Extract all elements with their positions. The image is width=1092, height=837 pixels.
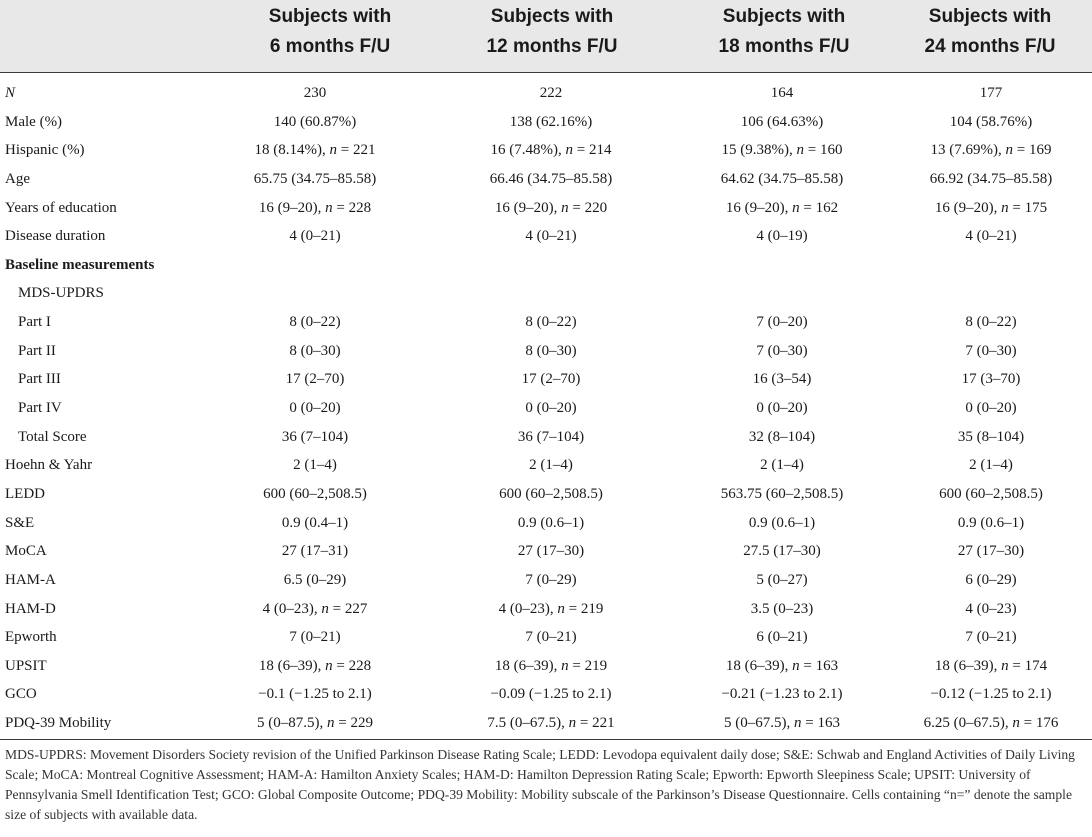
table-cell: 0 (0–20) — [756, 400, 808, 417]
row-label: HAM-D — [5, 600, 56, 617]
table-cell: 6.25 (0–67.5), n = 176 — [923, 715, 1059, 732]
table-cell: 4 (0–21) — [289, 228, 341, 245]
row-label: Part IV — [18, 400, 62, 417]
table-cell: 4 (0–19) — [756, 228, 808, 245]
table-row — [0, 308, 1092, 337]
row-label: UPSIT — [5, 657, 47, 674]
table-row — [0, 194, 1092, 223]
table-cell: 4 (0–21) — [525, 228, 577, 245]
table-cell: −0.12 (−1.25 to 2.1) — [930, 686, 1052, 703]
row-label: Baseline measurements — [5, 256, 155, 273]
table-cell: 4 (0–23), n = 219 — [498, 600, 604, 617]
header-18-months: Subjects with 18 months F/U — [718, 6, 850, 57]
table-row — [0, 79, 1092, 108]
row-label: Epworth — [5, 629, 57, 646]
table-row — [0, 652, 1092, 681]
table-cell: 600 (60–2,508.5) — [939, 485, 1043, 502]
table-cell: 64.62 (34.75–85.58) — [720, 170, 844, 187]
table-cell: 18 (6–39), n = 163 — [725, 657, 839, 674]
table-cell: 0.9 (0.4–1) — [281, 514, 349, 531]
table-cell: 0 (0–20) — [289, 400, 341, 417]
table-cell: 7.5 (0–67.5), n = 221 — [487, 715, 615, 732]
row-label: PDQ-39 Mobility — [5, 715, 112, 732]
table-row — [0, 394, 1092, 423]
row-label: MDS-UPDRS — [18, 285, 104, 302]
table-cell: 140 (60.87%) — [273, 113, 357, 130]
table-cell: 36 (7–104) — [281, 428, 349, 445]
table-cell: 0 (0–20) — [525, 400, 577, 417]
table-cell: 164 — [770, 85, 794, 101]
table-row — [0, 337, 1092, 366]
row-label: Total Score — [18, 428, 87, 445]
table-cell: 36 (7–104) — [517, 428, 585, 445]
table-cell: 7 (0–30) — [965, 342, 1017, 359]
table-cell: 0.9 (0.6–1) — [748, 514, 816, 531]
table-cell: 17 (2–70) — [285, 371, 345, 388]
table-cell: 8 (0–22) — [525, 314, 577, 331]
table-cell: 66.46 (34.75–85.58) — [489, 170, 613, 187]
table-cell: 27 (17–30) — [957, 543, 1025, 560]
table-row — [0, 165, 1092, 194]
table-cell: 0.9 (0.6–1) — [957, 514, 1025, 531]
table-cell: 65.75 (34.75–85.58) — [253, 170, 377, 187]
table-cell: 106 (64.63%) — [740, 113, 824, 130]
row-label: Part II — [18, 342, 56, 359]
table-cell: 17 (3–70) — [961, 371, 1021, 388]
table-cell: 15 (9.38%), n = 160 — [721, 142, 843, 159]
table-cell: 16 (9–20), n = 228 — [258, 199, 372, 216]
table-cell: 5 (0–87.5), n = 229 — [257, 715, 373, 732]
table-cell: 7 (0–29) — [525, 571, 577, 588]
table-cell: 2 (1–4) — [760, 457, 804, 474]
table-cell: 7 (0–21) — [289, 629, 341, 646]
table-cell: 18 (6–39), n = 219 — [494, 657, 608, 674]
row-label: Hoehn & Yahr — [5, 457, 93, 474]
table-row — [0, 566, 1092, 595]
header-6-months: Subjects with 6 months F/U — [268, 6, 392, 57]
table-cell: 27 (17–30) — [517, 543, 585, 560]
row-label: Male (%) — [5, 113, 63, 130]
table-cell: 2 (1–4) — [293, 457, 337, 474]
table-row — [0, 251, 1092, 280]
table-cell: 27.5 (17–30) — [743, 543, 821, 560]
table-cell: 3.5 (0–23) — [750, 600, 814, 617]
table-cell: 66.92 (34.75–85.58) — [929, 170, 1053, 187]
table-cell: 35 (8–104) — [957, 428, 1025, 445]
bottom-rule — [0, 739, 1092, 740]
row-label: LEDD — [5, 485, 45, 502]
table-cell: 16 (9–20), n = 220 — [494, 199, 608, 216]
table-cell: 16 (3–54) — [752, 371, 812, 388]
header-24-months: Subjects with 24 months F/U — [924, 6, 1056, 57]
table-header — [0, 0, 1092, 72]
table-cell: 8 (0–22) — [965, 314, 1017, 331]
table-cell: 222 — [539, 85, 563, 101]
table-row — [0, 222, 1092, 251]
row-label: Age — [5, 170, 30, 187]
table-cell: 16 (9–20), n = 175 — [934, 199, 1048, 216]
table-cell: 2 (1–4) — [969, 457, 1013, 474]
row-label: MoCA — [5, 543, 47, 560]
row-label: GCO — [5, 686, 37, 703]
table-cell: −0.1 (−1.25 to 2.1) — [258, 686, 372, 703]
table-row — [0, 623, 1092, 652]
table-cell: 2 (1–4) — [529, 457, 573, 474]
table-cell: 6.5 (0–29) — [283, 571, 347, 588]
table-cell: 5 (0–27) — [756, 571, 808, 588]
header-rule — [0, 72, 1092, 73]
row-label: Part I — [18, 314, 51, 331]
table-cell: 5 (0–67.5), n = 163 — [724, 715, 840, 732]
row-label: Hispanic (%) — [5, 142, 85, 159]
table-cell: 4 (0–21) — [965, 228, 1017, 245]
table-cell: 4 (0–23) — [965, 600, 1017, 617]
table-cell: 8 (0–22) — [289, 314, 341, 331]
row-label: S&E — [5, 514, 35, 531]
table-row — [0, 108, 1092, 137]
row-label: Part III — [18, 371, 61, 388]
table-cell: 16 (9–20), n = 162 — [725, 199, 839, 216]
table-body — [0, 79, 1092, 738]
table-cell: 6 (0–29) — [965, 571, 1017, 588]
table-row — [0, 279, 1092, 308]
table-row — [0, 480, 1092, 509]
table-cell: 6 (0–21) — [756, 629, 808, 646]
table-row — [0, 680, 1092, 709]
table-cell: 0.9 (0.6–1) — [517, 514, 585, 531]
table-cell: 8 (0–30) — [289, 342, 341, 359]
row-label: Years of education — [5, 199, 117, 216]
table-row — [0, 365, 1092, 394]
table-cell: −0.09 (−1.25 to 2.1) — [490, 686, 612, 703]
table-row — [0, 451, 1092, 480]
table-cell: 230 — [303, 85, 327, 101]
table-cell: 7 (0–21) — [525, 629, 577, 646]
table-cell: 32 (8–104) — [748, 428, 816, 445]
row-label: N — [5, 85, 16, 101]
table-cell: 600 (60–2,508.5) — [263, 485, 367, 502]
table-row — [0, 423, 1092, 452]
table-cell: 18 (6–39), n = 174 — [934, 657, 1048, 674]
table-cell: −0.21 (−1.23 to 2.1) — [721, 686, 843, 703]
table-cell: 600 (60–2,508.5) — [499, 485, 603, 502]
table-cell: 4 (0–23), n = 227 — [262, 600, 368, 617]
table-cell: 7 (0–21) — [965, 629, 1017, 646]
table-footnote: MDS-UPDRS: Movement Disorders Society revision of the Unified Parkinson Disease Rating Scale; LEDD: Levodopa equivalent daily dose; S&E: Schwab and England Activities of Daily Living Scale; MoCA: Montreal Cognitive Assessment; HAM-A: Hamilton Anxiety Scales; HAM-D: Hamilton Depression Rating Scale; Epworth: Epworth Sleepiness Scale; UPSIT: University of Pennsylvania Smell Identification Test; GCO: Global Composite Outcome; PDQ-39 Mobility: Mobility subscale of the Parkinson’s Disease Questionnaire. Cells containing “n=” denote the sample size of subjects with available data. — [5, 747, 1075, 822]
table-cell: 8 (0–30) — [525, 342, 577, 359]
table-row — [0, 509, 1092, 538]
table-cell: 27 (17–31) — [281, 543, 349, 560]
table-cell: 13 (7.69%), n = 169 — [930, 142, 1052, 159]
table-cell: 7 (0–30) — [756, 342, 808, 359]
table-cell: 563.75 (60–2,508.5) — [720, 485, 844, 502]
header-12-months: Subjects with 12 months F/U — [486, 6, 618, 57]
table-cell: 18 (6–39), n = 228 — [258, 657, 372, 674]
table-cell: 18 (8.14%), n = 221 — [254, 142, 376, 159]
row-label: Disease duration — [5, 228, 106, 245]
table-cell: 138 (62.16%) — [509, 113, 593, 130]
table-row — [0, 595, 1092, 624]
table-row — [0, 709, 1092, 738]
table-row — [0, 537, 1092, 566]
table-cell: 177 — [979, 85, 1003, 101]
row-label: HAM-A — [5, 571, 56, 588]
table-cell: 104 (58.76%) — [949, 113, 1033, 130]
table-cell: 0 (0–20) — [965, 400, 1017, 417]
table-cell: 16 (7.48%), n = 214 — [490, 142, 612, 159]
table-cell: 7 (0–20) — [756, 314, 808, 331]
table-row — [0, 136, 1092, 165]
table-cell: 17 (2–70) — [521, 371, 581, 388]
